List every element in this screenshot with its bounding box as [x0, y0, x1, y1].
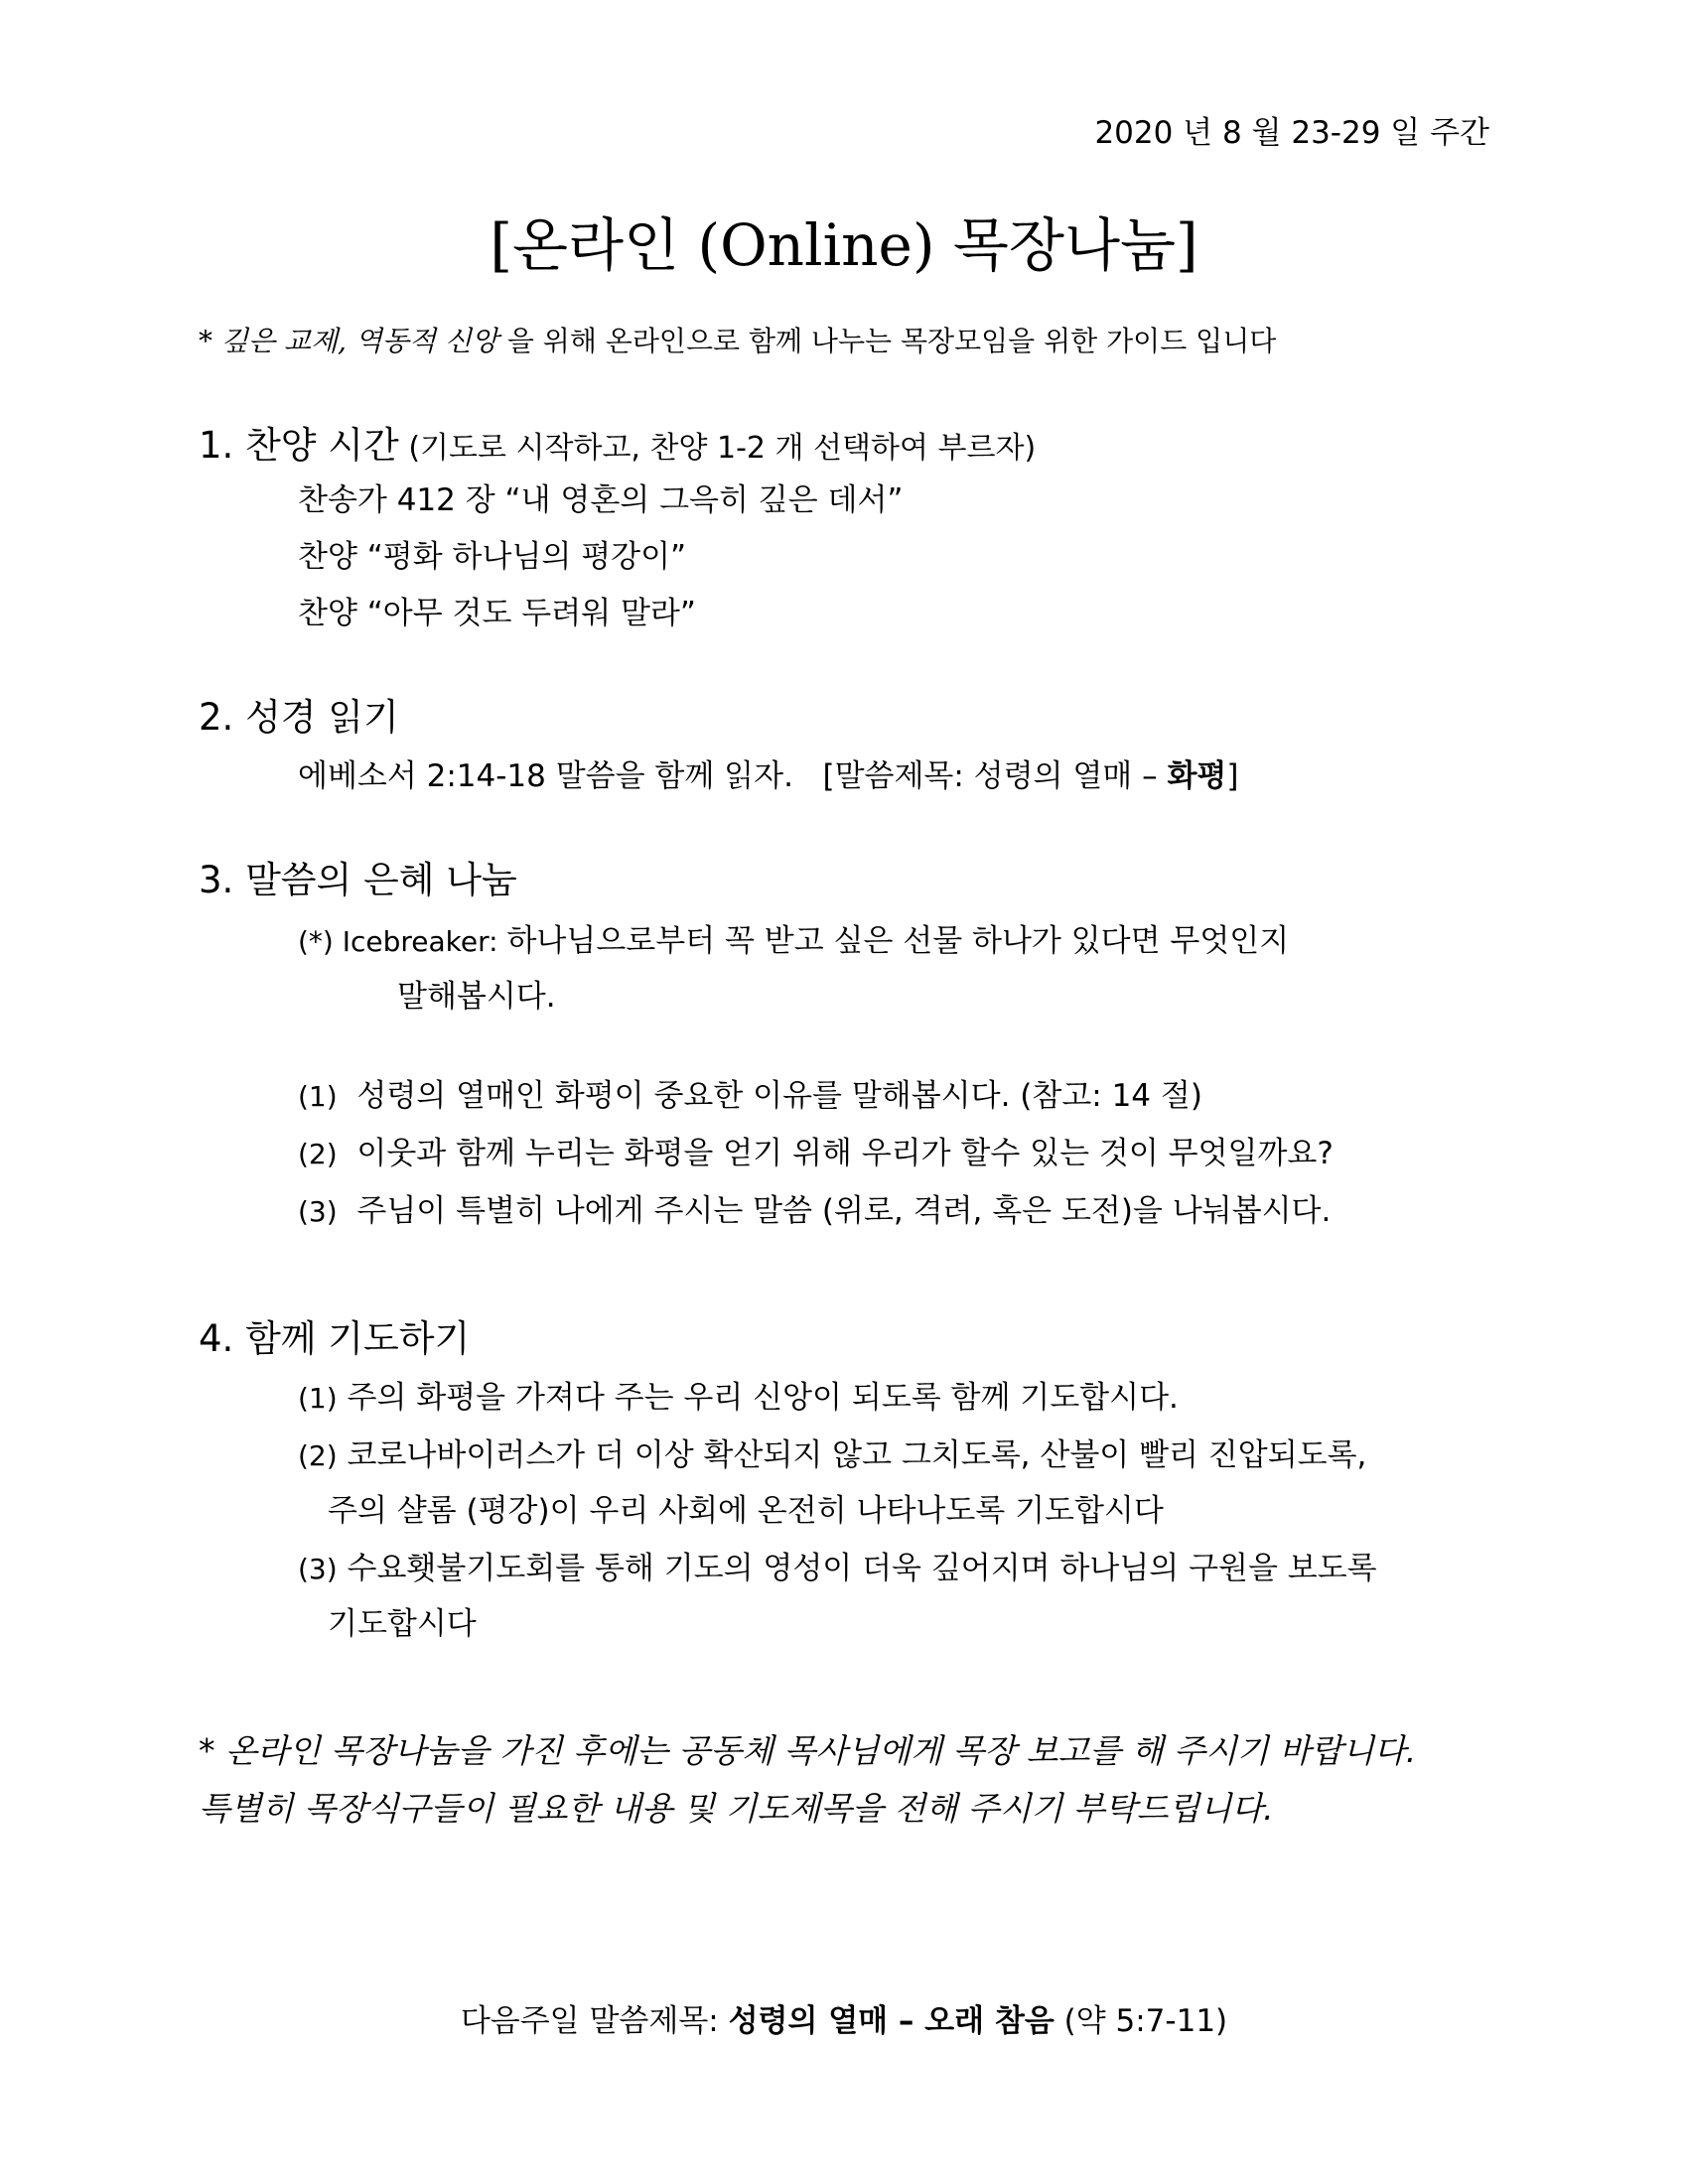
subtitle-star: *	[199, 325, 221, 357]
prayer-item	[298, 1372, 1179, 1417]
prayer-number: (1)	[298, 1382, 338, 1415]
subtitle-rest: 을 위해 온라인으로 함께 나누는 목장모임을 위한 가이드 입니다	[497, 325, 1277, 357]
prayer-number: (3)	[298, 1553, 338, 1585]
reading-line	[298, 751, 1238, 795]
prayer-item	[298, 1543, 1377, 1587]
closing-line-1: * 온라인 목장나눔을 가진 후에는 공동체 목사님에게 목장 보고를 해 주시기 바랍니다.	[199, 1731, 1417, 1770]
icebreaker-line	[298, 915, 1289, 960]
question-text: 성령의 열매인 화평이 중요한 이유를 말해봅시다. (참고: 14 절)	[356, 1078, 1202, 1114]
question-number: (1)	[298, 1080, 338, 1113]
song-item: 찬양 “평화 하나님의 평강이”	[298, 539, 687, 575]
section-2-heading: 2. 성경 읽기	[199, 696, 399, 739]
closing-line-2: 특별히 목장식구들이 필요한 내용 및 기도제목을 전해 주시기 부탁드립니다.	[199, 1789, 1274, 1828]
subtitle	[199, 320, 1276, 359]
footer-suffix: (약 5:7-11)	[1054, 2003, 1228, 2039]
question-text: 이웃과 함께 누리는 화평을 얻기 위해 우리가 할수 있는 것이 무엇일까요?	[356, 1136, 1334, 1171]
song-item: 찬양 “아무 것도 두려워 말라”	[298, 596, 696, 631]
icebreaker-cont: 말해봅시다.	[397, 979, 556, 1015]
prayer-item	[298, 1430, 1366, 1474]
question-item	[298, 1185, 1331, 1230]
question-item	[298, 1128, 1334, 1172]
subtitle-italic: 깊은 교제, 역동적 신앙	[220, 325, 498, 357]
reading-text: 에베소서 2:14-18 말씀을 함께 읽자.	[298, 758, 793, 794]
icebreaker-text: 하나님으로부터 꼭 받고 싶은 선물 하나가 있다면 무엇인지	[506, 923, 1290, 959]
prayer-number: (2)	[298, 1439, 338, 1472]
section-1-note: (기도로 시작하고, 찬양 1-2 개 선택하여 부르자)	[398, 431, 1037, 466]
prayer-text: 수요횃불기도회를 통해 기도의 영성이 더욱 깊어지며 하나님의 구원을 보도록	[347, 1551, 1377, 1586]
section-4-heading: 4. 함께 기도하기	[199, 1317, 471, 1360]
sermon-suffix: ]	[1226, 758, 1239, 794]
date-line: 2020 년 8 월 23-29 일 주간	[1094, 115, 1489, 151]
prayer-text: 주의 화평을 가져다 주는 우리 신앙이 되도록 함께 기도합시다.	[347, 1380, 1179, 1416]
footer-prefix: 다음주일 말씀제목:	[460, 2003, 729, 2039]
section-1-heading	[199, 415, 1036, 469]
question-text: 주님이 특별히 나에게 주시는 말씀 (위로, 격려, 혹은 도전)을 나눠봅시다.	[356, 1193, 1332, 1229]
prayer-text: 코로나바이러스가 더 이상 확산되지 않고 그치도록, 산불이 빨리 진압되도록,	[347, 1437, 1367, 1473]
question-number: (2)	[298, 1138, 338, 1170]
prayer-cont: 기도합시다	[328, 1606, 477, 1642]
next-sermon-line	[0, 1995, 1688, 2040]
sermon-title-bold: 화평	[1167, 758, 1227, 794]
sermon-prefix: [말씀제목: 성령의 열매 –	[822, 758, 1168, 794]
section-3-heading: 3. 말씀의 은혜 나눔	[199, 859, 517, 901]
page-title: [온라인 (Online) 목장나눔]	[490, 211, 1198, 279]
footer-bold: 성령의 열매 – 오래 참음	[728, 2003, 1055, 2039]
section-1-title: 1. 찬양 시간	[199, 424, 399, 467]
icebreaker-label: (*) Icebreaker:	[298, 925, 507, 958]
question-item	[298, 1070, 1202, 1115]
prayer-cont: 주의 샬롬 (평강)이 우리 사회에 온전히 나타나도록 기도합시다	[328, 1493, 1164, 1529]
song-item: 찬송가 412 장 “내 영혼의 그윽히 깊은 데서”	[298, 482, 904, 518]
question-number: (3)	[298, 1195, 338, 1228]
